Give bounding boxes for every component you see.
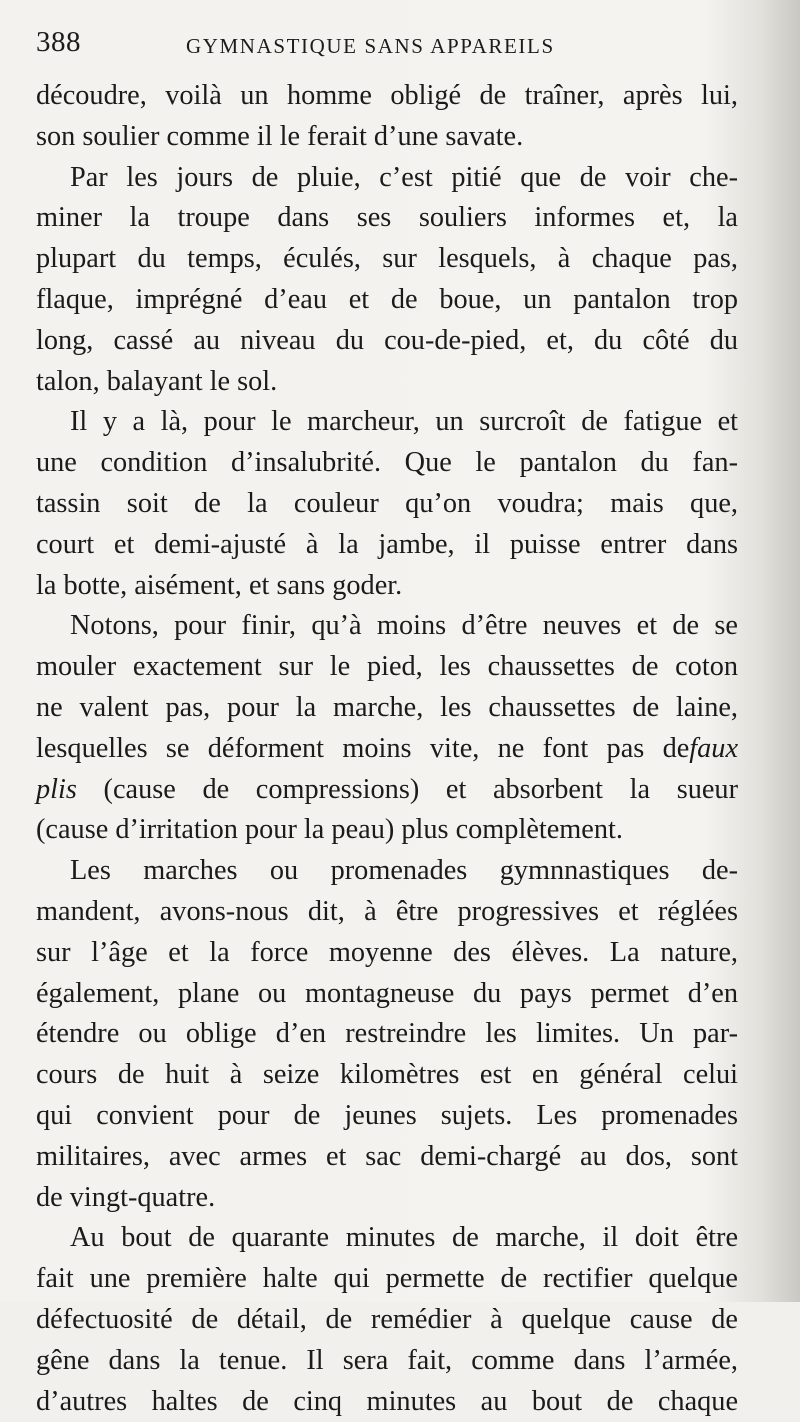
line-text: défectuosité de détail, de remédier à quelque cause de	[36, 1304, 738, 1335]
line-text: flaque, imprégné d’eau et de boue, un pantalon trop	[36, 284, 738, 315]
line-text: qui convient pour de jeunes sujets. Les promenades	[36, 1100, 738, 1131]
text-line	[36, 1300, 738, 1341]
text-line	[36, 566, 738, 607]
line-text: Il y a là, pour le marcheur, un surcroît de fatigue et	[70, 406, 738, 437]
text-line	[36, 810, 738, 851]
line-text: Les marches ou promenades gymnnastiques de-	[70, 855, 738, 886]
line-text: long, cassé au niveau du cou-de-pied, et, du côté du	[36, 325, 738, 356]
text-line	[36, 402, 738, 443]
text-line	[36, 1341, 738, 1382]
text-line	[36, 892, 738, 933]
line-text: la botte, aisément, et sans goder.	[36, 570, 402, 601]
text-line	[36, 606, 738, 647]
line-text: militaires, avec armes et sac demi-chargé au dos, sont	[36, 1141, 738, 1172]
text-line	[36, 158, 738, 199]
text-line	[36, 362, 738, 403]
line-text: étendre ou oblige d’en restreindre les limites. Un par-	[36, 1018, 738, 1049]
line-text: ne valent pas, pour la marche, les chaussettes de laine,	[36, 692, 738, 723]
text-line	[36, 1014, 738, 1055]
text-line	[36, 1218, 738, 1259]
text-line	[36, 1259, 738, 1300]
text-line	[36, 851, 738, 892]
line-text: talon, balayant le sol.	[36, 366, 277, 397]
line-text: cours de huit à seize kilomètres est en général celui	[36, 1059, 738, 1090]
text-line	[36, 770, 738, 811]
line-text: également, plane ou montagneuse du pays permet d’en	[36, 978, 738, 1009]
line-text: lesquelles se déforment moins vite, ne font pas de	[36, 733, 689, 764]
body-text	[36, 76, 738, 1422]
text-line	[36, 729, 738, 770]
line-text: (cause d’irritation pour la peau) plus complètement.	[36, 814, 623, 845]
italic-word: plis	[36, 774, 77, 805]
text-line	[36, 443, 738, 484]
line-text: Notons, pour finir, qu’à moins d’être neuves et de se	[70, 610, 738, 641]
line-text: miner la troupe dans ses souliers informes et, la	[36, 202, 738, 233]
page-number: 388	[36, 26, 81, 59]
line-text: son soulier comme il le ferait d’une savate.	[36, 121, 523, 152]
page-header	[36, 26, 736, 66]
text-line	[36, 1137, 738, 1178]
line-text: découdre, voilà un homme obligé de traîner, après lui,	[36, 80, 738, 111]
text-line	[36, 1055, 738, 1096]
text-line	[36, 1178, 738, 1219]
text-line	[36, 198, 738, 239]
text-line	[36, 525, 738, 566]
line-text: mouler exactement sur le pied, les chaussettes de coton	[36, 651, 738, 682]
line-text: gêne dans la tenue. Il sera fait, comme dans l’armée,	[36, 1345, 738, 1376]
text-line	[36, 484, 738, 525]
line-text: de vingt-quatre.	[36, 1182, 215, 1213]
line-text: plupart du temps, éculés, sur lesquels, à chaque pas,	[36, 243, 738, 274]
line-text: fait une première halte qui permette de rectifier quelque	[36, 1263, 738, 1294]
line-text: (cause de compressions) et absorbent la sueur	[77, 774, 738, 805]
text-line	[36, 688, 738, 729]
line-text: une condition d’insalubrité. Que le pantalon du fan-	[36, 447, 738, 478]
text-line	[36, 76, 738, 117]
line-text: Par les jours de pluie, c’est pitié que de voir che-	[70, 162, 738, 193]
line-text: sur l’âge et la force moyenne des élèves. La nature,	[36, 937, 738, 968]
line-text: court et demi-ajusté à la jambe, il puisse entrer dans	[36, 529, 738, 560]
line-text: tassin soit de la couleur qu’on voudra; mais que,	[36, 488, 738, 519]
text-line	[36, 974, 738, 1015]
italic-word: faux	[689, 733, 738, 764]
text-line	[36, 1096, 738, 1137]
line-text: mandent, avons-nous dit, à être progressives et réglées	[36, 896, 738, 927]
text-line	[36, 117, 738, 158]
text-line	[36, 1382, 738, 1422]
line-text: d’autres haltes de cinq minutes au bout de chaque	[36, 1386, 738, 1417]
running-title: GYMNASTIQUE SANS APPAREILS	[186, 34, 555, 59]
text-line	[36, 239, 738, 280]
text-line	[36, 647, 738, 688]
text-line	[36, 321, 738, 362]
line-text: Au bout de quarante minutes de marche, il doit être	[70, 1222, 738, 1253]
text-line	[36, 933, 738, 974]
text-line	[36, 280, 738, 321]
